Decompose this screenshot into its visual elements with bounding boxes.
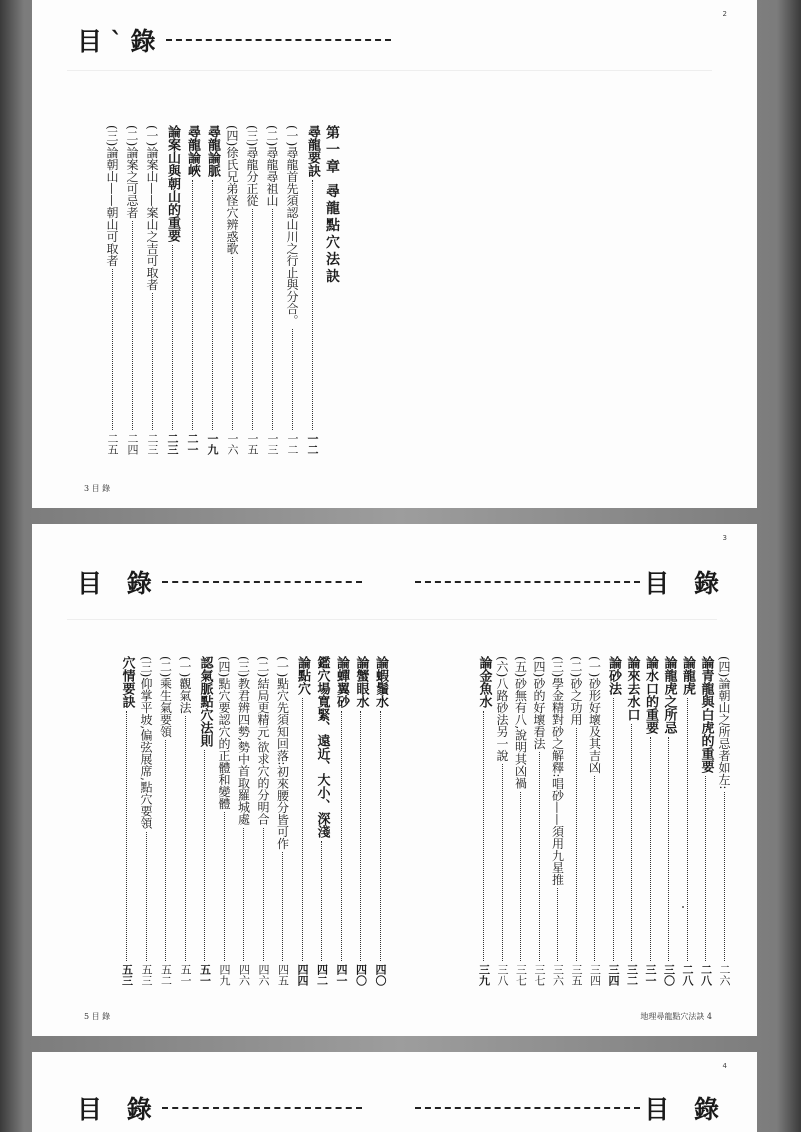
toc-entry-page: 三〇 [662,964,676,986]
dot-leader [502,764,503,961]
document-page-1 [32,0,757,508]
toc-entry [716,656,732,986]
toc-entry-page: 四〇 [354,964,368,986]
toc-header-left [77,564,362,600]
header-title: 目 錄 [644,569,727,598]
dot-leader [705,776,706,961]
toc-entry-page: 三九 [477,964,491,986]
toc-entry-title: (三)仰掌平坡,偏弦展席,點穴要領 [139,656,153,829]
document-page-3 [32,1052,757,1132]
header-rule [166,39,391,41]
toc-entry-page: 一三 [266,433,279,455]
toc-entry-title: (一)砂形好壞及其吉凶 [587,656,602,774]
toc-entry [164,125,180,455]
toc-entry-page: 一九 [206,433,219,455]
dot-leader [631,724,632,961]
dot-leader [224,812,225,961]
toc-entry-page: 二六 [718,964,731,986]
dot-leader [520,792,521,961]
dot-leader [232,257,233,430]
faint-rule [67,619,717,620]
speck [682,906,684,908]
header-rule [162,581,362,583]
toc-entry-title: (二)砂之功用 [569,656,583,726]
page-footer-right: 地理尋龍點穴法訣 4 [640,1012,712,1021]
toc-entry-page: 二八 [699,964,713,986]
toc-entry-title: (四)點穴要認穴的正體和變體 [217,656,231,810]
toc-entry-page: 三八 [496,964,509,986]
toc-entry-title: 論蝦鬚水 [373,656,388,708]
toc-entry [204,125,220,455]
toc-entry [605,656,621,986]
page-footer-left: 5 目 錄 [84,1012,111,1021]
toc-entry-page: 二八 [681,964,694,986]
toc-entry-page: 五一 [179,964,192,986]
faint-rule [67,70,712,71]
toc-header-right [415,1090,727,1126]
toc-entry-title: (四)砂的好壞看法 [532,656,546,750]
toc-entry-page: 三二 [625,964,639,986]
dot-leader [483,711,484,961]
toc-entry [568,656,584,986]
toc-entry-title: 論案山與朝山的重要 [165,125,180,242]
dot-leader [302,698,303,961]
toc-entry-title: 尋龍論峽 [185,125,200,177]
toc-entry [661,656,677,986]
dot-leader [687,698,688,961]
toc-entry [138,656,154,986]
toc-entry-page: 五一 [198,964,212,986]
toc-entry [294,656,310,986]
dot-leader [243,828,244,961]
page-number: 3 [722,534,727,542]
toc-entry [255,656,271,986]
dot-leader [613,698,614,961]
toc-entry [119,656,135,986]
toc-entry-title: 論龍虎 [680,656,695,695]
dot-leader [668,737,669,961]
toc-entry-title: (一)觀氣法 [178,656,192,714]
toc-entry [124,125,140,455]
toc-entry [244,125,260,455]
dot-leader [126,711,127,961]
toc-entry-page: 三四 [607,964,620,986]
toc-entry-page: 三四 [588,964,602,986]
toc-entry-page: 二一 [186,433,199,455]
toc-entry [144,125,160,455]
toc-entry-page: 四六 [237,964,251,986]
toc-entry-title: 論水口的重要 [643,656,658,734]
dot-leader [185,716,186,961]
header-title: 目 錄 [77,569,160,598]
toc-entry [679,656,695,986]
header-rule [162,1107,362,1109]
toc-entry-page: 四一 [335,964,348,986]
toc-entry [624,656,640,986]
toc-entry [264,125,280,455]
toc-entry-page: 三七 [514,964,528,986]
toc-header [77,22,391,58]
dot-leader [724,792,725,961]
header-rule [415,1107,640,1109]
toc-entry [184,125,200,455]
toc-entry-title: 論蟹眼水 [353,656,369,708]
dot-leader [282,852,283,961]
toc-entry-title: (三)教君辨四勢,勢中首取羅城處 [236,656,251,826]
toc-header-left [77,1090,362,1126]
toc-entry-title: 論來去水口 [624,656,640,721]
toc-entry-title: 尋龍論脈 [205,125,220,177]
dot-leader [252,209,253,430]
dot-leader [152,293,153,430]
toc-entry [476,656,492,986]
toc-entry-page: 五二 [159,964,173,986]
toc-entry-title: 論金魚水 [476,656,492,708]
toc-entry-page: 二四 [126,433,139,455]
toc-entry [216,656,232,986]
header-title: 目 錄 [644,1095,727,1124]
toc-entry-title: 論點穴 [295,656,310,695]
toc-entry-title: 穴情要訣 [119,656,135,708]
dot-leader [146,832,147,961]
toc-entry-page: 二三 [166,433,179,455]
toc-entry-page: 四六 [257,964,270,986]
toc-entry-title: (四)徐氏兄弟怪穴辨惑歌 [225,125,239,255]
toc-entry-title: 論青龍與白虎的重要 [698,656,714,773]
dot-leader [192,180,193,430]
toc-entry-page: 一二 [286,433,299,455]
dot-leader [165,740,166,961]
header-rule [415,581,640,583]
toc-entry-title: 尋龍要訣 [305,125,320,177]
dot-leader [112,269,113,430]
toc-entry [236,656,252,986]
toc-entry [550,656,566,986]
dot-leader [172,245,173,430]
toc-entry [275,656,291,986]
dot-leader [263,828,264,961]
dot-leader [576,728,577,961]
toc-entry-title: (二)結局更精元,欲求穴的分明合 [256,656,270,826]
toc-entry [158,656,174,986]
toc-entry-title: (五)砂無有八,說明其凶禍 [513,656,528,790]
toc-entry [333,656,349,986]
toc-entry [314,656,330,986]
toc-entry-title: (一)點穴先須知回落:初來腰分皆可作 [275,656,290,850]
toc-entry-title: (三)論朝山——朝山可取者 [105,125,119,267]
page-number: 4 [722,1062,727,1070]
page-number: 2 [722,10,727,18]
header-title: 目`錄 [77,27,164,56]
toc-entry [177,656,193,986]
toc-entry-page: 三五 [570,964,583,986]
dot-leader [132,221,133,430]
toc-entry [642,656,658,986]
toc-entry [104,125,120,455]
toc-entry [304,125,320,455]
dot-leader [272,209,273,430]
toc-entry-page: 五三 [120,964,134,986]
toc-entry [698,656,714,986]
toc-entry-title: (一)尋龍首先須認山川之行止與分合。 [285,125,299,327]
toc-entry-page: 三六 [551,964,565,986]
dot-leader [360,711,361,961]
toc-entry [197,656,213,986]
toc-entry-page: 五三 [140,964,153,986]
dot-leader [212,180,213,430]
page-footer: 3 目 錄 [84,484,111,493]
toc-entry [531,656,547,986]
toc-entry-page: 三七 [533,964,546,986]
toc-entry-title: (一)論案山——案山之吉可取者 [145,125,159,291]
toc-entry [587,656,603,986]
toc-entry-page: 四〇 [374,964,387,986]
toc-entry-page: 一五 [246,433,259,455]
toc-entry-page: 四四 [296,964,309,986]
toc-entry-title: 第一章 尋龍點穴法訣 [324,125,340,286]
toc-entry-page: 四九 [218,964,231,986]
toc-entry-title: (二)乘生氣要領 [158,656,173,738]
toc-entry-title: 論蟬翼砂 [334,656,349,708]
toc-entry-title: 論砂法 [606,656,621,695]
toc-entry-title: (三)學金精對砂之解釋:唱砂——須用九星推 [550,656,565,886]
toc-entry-title: (二)論案之可忌者 [125,125,139,219]
dot-leader [292,329,293,430]
dot-leader [380,711,381,961]
toc-entry [224,125,240,455]
dot-leader [594,776,595,961]
dot-leader [341,711,342,961]
toc-entry-title: (三)尋龍分正從 [245,125,259,207]
toc-entry-title: 論龍虎之所忌 [661,656,677,734]
toc-entry-title: (六)八路砂法另一說 [495,656,509,762]
toc-entry-title: 鑑穴場寬緊、遠近、大小、深淺 [314,656,330,838]
document-page-2 [32,524,757,1036]
toc-entry [353,656,369,986]
header-title: 目 錄 [77,1095,160,1124]
dot-leader [557,888,558,961]
toc-entry-title: (二)尋龍尋祖山 [265,125,279,207]
toc-entry-page: 二三 [146,433,159,455]
toc-header-right [415,564,727,600]
toc-entry-title: (四)論朝山之所忌者如左: [717,656,731,790]
toc-entry-page: 一六 [226,433,239,455]
dot-leader [204,750,205,961]
toc-entry [284,125,300,455]
toc-entry-page: 三一 [644,964,657,986]
toc-entry-page: 四五 [276,964,290,986]
chapter-heading [324,125,340,286]
toc-entry-title: 認氣脈點穴法則 [197,656,213,747]
dot-leader [650,737,651,961]
dot-leader [312,180,313,430]
toc-entry-page: 二五 [106,433,119,455]
toc-entry [372,656,388,986]
toc-entry [494,656,510,986]
toc-entry-page: 四二 [315,964,329,986]
dot-leader [539,752,540,961]
dot-leader [321,841,322,961]
toc-entry-page: 一二 [306,433,319,455]
toc-entry [513,656,529,986]
